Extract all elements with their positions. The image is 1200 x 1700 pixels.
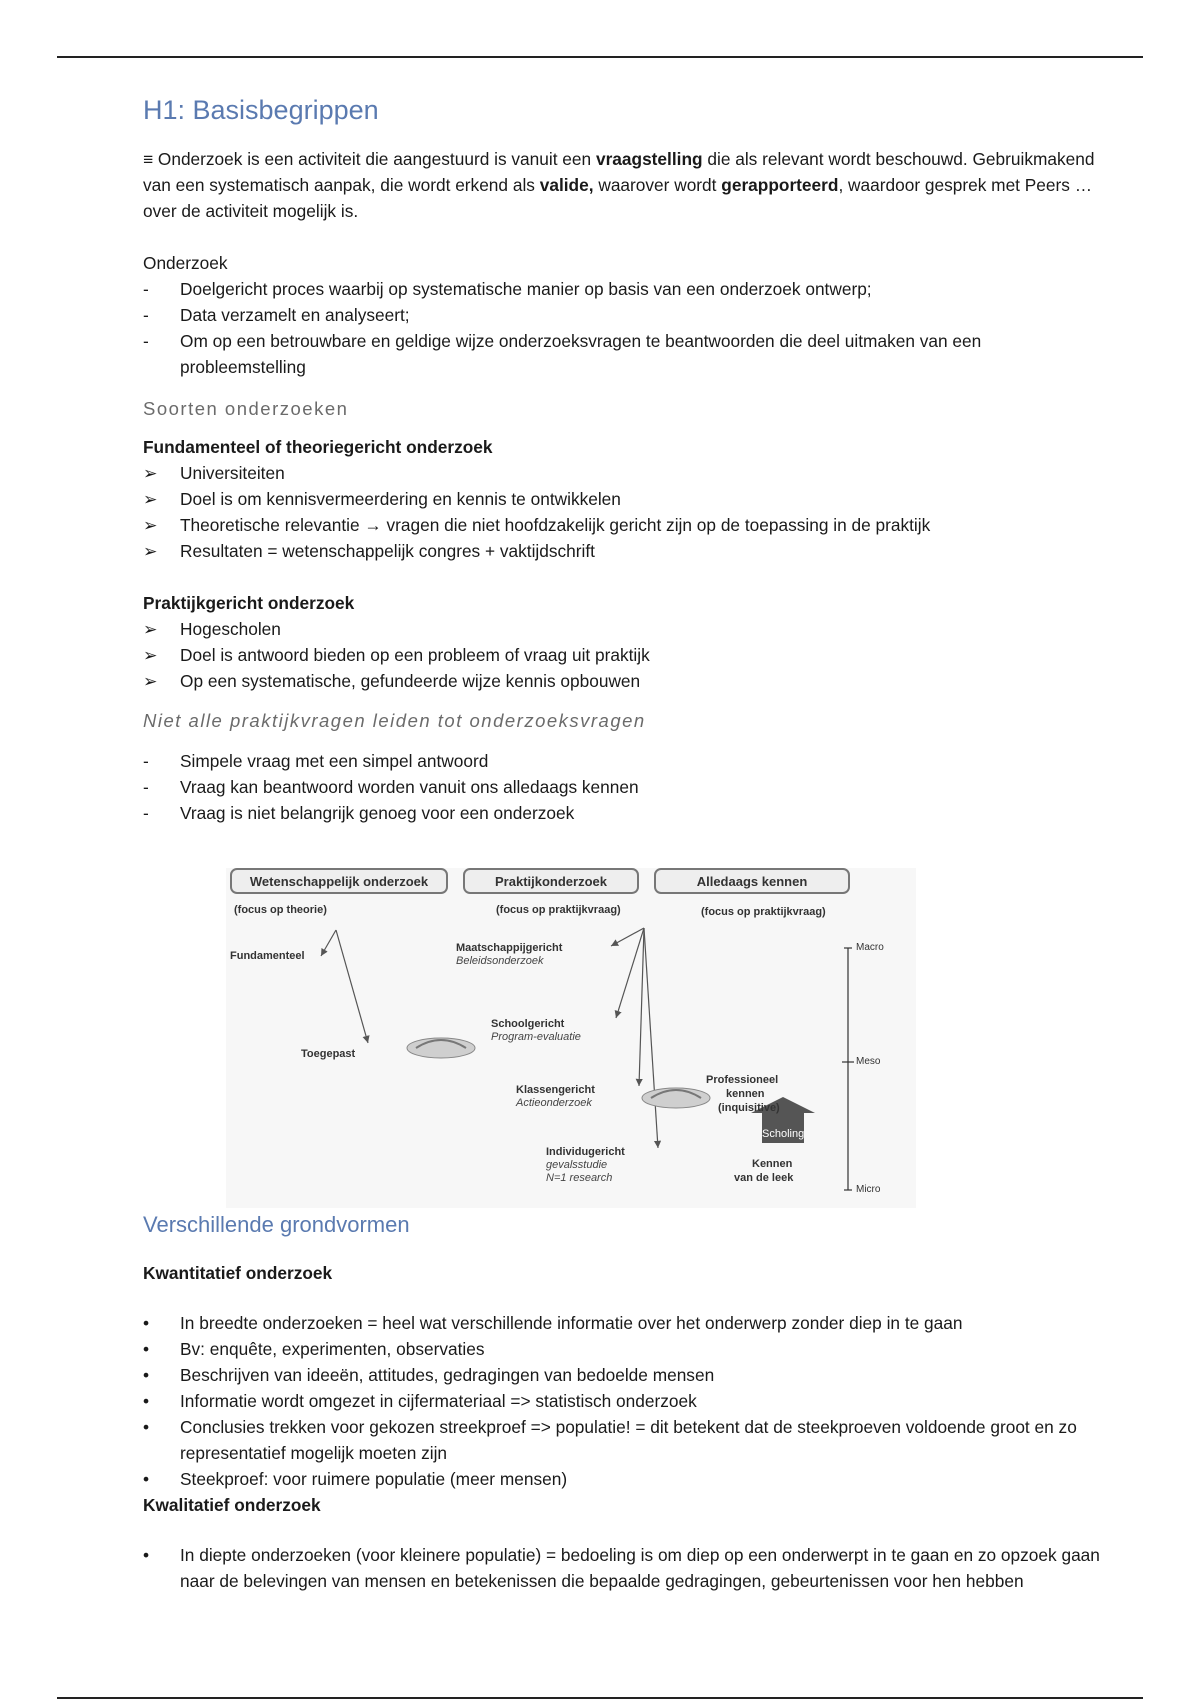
list-item: • Bv: enquête, experimenten, observaties (143, 1339, 485, 1359)
list-item: ➢ Resultaten = wetenschappelijk congres + vaktijdschrift (143, 538, 1103, 564)
list-item: - Vraag kan beantwoord worden vanuit ons alledaags kennen (143, 777, 639, 797)
prof-label-1: Professioneel (706, 1074, 779, 1086)
list-item: - Doelgericht proces waarbij op systematische manier op basis van een onderzoek ontwerp; (143, 279, 872, 299)
arrow-bullet-icon: ➢ (143, 645, 158, 665)
micro-label: Micro (856, 1184, 881, 1195)
section-heading-soorten: Soorten onderzoeken (143, 398, 349, 419)
focus-label: (focus op praktijkvraag) (496, 904, 621, 916)
list-item: • Conclusies trekken voor gekozen streekproef => populatie! = dit betekent dat de steekproeven voldoende groot en zo representatief mogelijk moeten zijn (143, 1417, 1077, 1463)
list-item: ➢ Doel is antwoord bieden op een probleem of vraag uit praktijk (143, 642, 1103, 668)
list-item: ➢ Universiteiten (143, 460, 1103, 486)
focus-label: (focus op theorie) (234, 904, 327, 916)
focus-label: (focus op praktijkvraag) (701, 906, 826, 918)
kwalitatief-list (143, 1542, 1103, 1594)
list-item: - Data verzamelt en analyseert; (143, 305, 410, 325)
school-label: Schoolgericht (491, 1018, 565, 1030)
arrow-bullet-icon: ➢ (143, 619, 158, 639)
fundamenteel-list (143, 460, 1103, 564)
list-item: ➢ Hogescholen (143, 616, 1103, 642)
arrow-bullet-icon: ➢ (143, 515, 158, 535)
meso-label: Meso (856, 1056, 881, 1067)
kwantitatief-title: Kwantitatief onderzoek (143, 1263, 333, 1283)
maatschappij-label: Maatschappijgericht (456, 942, 563, 954)
list-item: ➢ Doel is om kennisvermeerdering en kennis te ontwikkelen (143, 486, 1103, 512)
arrow-bullet-icon: ➢ (143, 541, 158, 561)
toegepast-label: Toegepast (301, 1048, 356, 1060)
klas-label: Klassengericht (516, 1084, 595, 1096)
list-item: • Beschrijven van ideeën, attitudes, gedragingen van bedoelde mensen (143, 1365, 715, 1385)
list-item: ➢ Op een systematische, gefundeerde wijze kennis opbouwen (143, 668, 1103, 694)
top-rule (57, 56, 1143, 58)
arrow-bullet-icon: ➢ (143, 489, 158, 509)
section-heading-niet-alle: Niet alle praktijkvragen leiden tot onderzoeksvragen (143, 710, 646, 731)
bottom-rule (57, 1697, 1143, 1699)
praktijk-list (143, 616, 1103, 694)
n1-label: N=1 research (546, 1172, 613, 1184)
cycle-icon (642, 1088, 710, 1108)
arrow-bullet-icon: ➢ (143, 463, 158, 483)
box-praktijkonderzoek: Praktijkonderzoek (463, 868, 639, 894)
box-wetenschappelijk: Wetenschappelijk onderzoek (230, 868, 448, 894)
beleids-label: Beleidsonderzoek (456, 955, 544, 967)
kwalitatief-title: Kwalitatief onderzoek (143, 1495, 321, 1515)
fundamenteel-title: Fundamenteel of theoriegericht onderzoek (143, 437, 493, 457)
leek-label-2: van de leek (734, 1172, 794, 1184)
page-content (143, 90, 1103, 1594)
list-item: - Om op een betrouwbare en geldige wijze onderzoeksvragen te beantwoorden die deel uitmaken van een probleemstelling (143, 331, 982, 377)
page-title: H1: Basisbegrippen (143, 95, 379, 125)
list-item: • Informatie wordt omgezet in cijfermateriaal => statistisch onderzoek (143, 1391, 697, 1411)
intro-paragraph: ≡ Onderzoek is een activiteit die aangestuurd is vanuit een vraagstelling die als relevant wordt beschouwd. Gebruikmakend van een systematisch aanpak, die wordt erkend als valide, waarover wordt gerapporteerd, waardoor gesprek met Peers … over de activiteit mogelijk is. (143, 149, 1095, 221)
gevals-label: gevalsstudie (546, 1159, 608, 1171)
actie-label: Actieonderzoek (516, 1097, 592, 1109)
kwantitatief-list (143, 1310, 1103, 1492)
program-label: Program-evaluatie (491, 1031, 581, 1043)
macro-label: Macro (856, 942, 884, 953)
list-item: • In breedte onderzoeken = heel wat verschillende informatie over het onderwerp zonder diep in te gaan (143, 1313, 963, 1333)
praktijk-title: Praktijkgericht onderzoek (143, 593, 355, 613)
list-item: - Vraag is niet belangrijk genoeg voor een onderzoek (143, 803, 575, 823)
individu-label: Individugericht (546, 1146, 625, 1158)
onderzoek-list (143, 276, 1103, 380)
list-item: ➢ Theoretische relevantie → vragen die niet hoofdzakelijk gericht zijn op de toepassing in de praktijk (143, 512, 1103, 538)
leek-label-1: Kennen (752, 1158, 793, 1170)
niet-alle-list (143, 748, 1103, 826)
list-item: • In diepte onderzoeken (voor kleinere populatie) = bedoeling is om diep op een onderwerpt in te gaan en zo opzoek gaan naar de belevingen van mensen en betekenissen die bepaalde gedragingen, gebeurtenissen voor hen hebben (143, 1545, 1100, 1591)
prof-label-2: kennen (726, 1088, 765, 1100)
research-types-diagram (226, 868, 916, 1208)
list-item: • Steekproef: voor ruimere populatie (meer mensen) (143, 1469, 568, 1489)
box-alledaags: Alledaags kennen (654, 868, 850, 894)
onderzoek-label: Onderzoek (143, 253, 228, 273)
arrow-bullet-icon: ➢ (143, 671, 158, 691)
fundamenteel-label: Fundamenteel (230, 950, 305, 962)
prof-label-3: (inquisitive) (718, 1102, 780, 1114)
list-item: - Simpele vraag met een simpel antwoord (143, 751, 489, 771)
section-heading-grondvormen: Verschillende grondvormen (143, 1212, 410, 1237)
scholing-label: Scholing (762, 1128, 805, 1140)
cycle-icon (407, 1038, 475, 1058)
